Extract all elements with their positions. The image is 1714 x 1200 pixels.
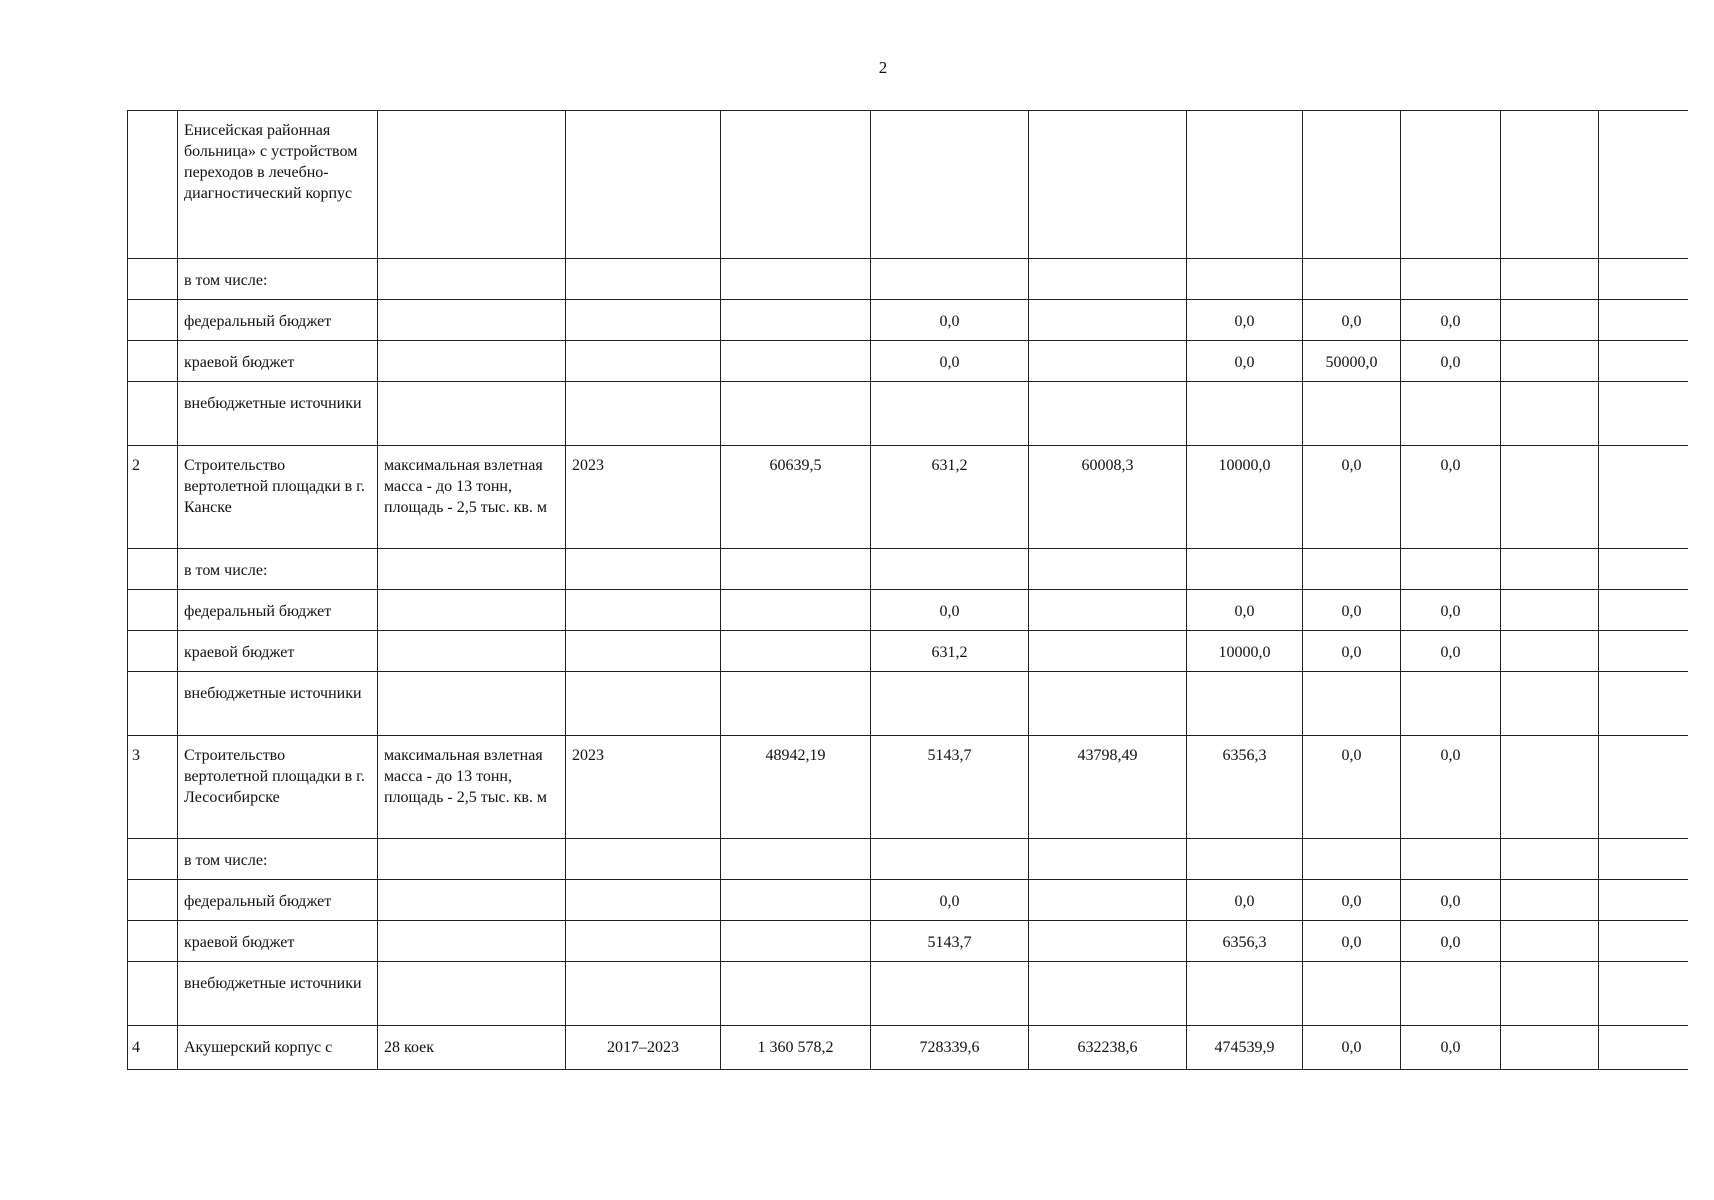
period-cell	[566, 259, 721, 300]
table-row	[128, 446, 1688, 549]
period-cell	[566, 631, 721, 672]
value-col-3-cell	[1187, 839, 1303, 880]
capacity-cell	[378, 111, 566, 259]
value-col-1-cell: 631,2	[871, 446, 1029, 549]
capacity-cell	[378, 590, 566, 631]
value-col-7-cell	[1599, 672, 1688, 736]
value-col-4-cell	[1303, 259, 1401, 300]
value-col-5-cell: 0,0	[1401, 341, 1501, 382]
value-col-4-cell	[1303, 839, 1401, 880]
value-col-7-cell	[1599, 341, 1688, 382]
table-row	[128, 921, 1688, 962]
value-col-2-cell	[1029, 259, 1187, 300]
total-cost-cell	[721, 382, 871, 446]
table-row	[128, 1026, 1688, 1070]
value-col-3-cell	[1187, 259, 1303, 300]
value-col-6-cell	[1501, 921, 1599, 962]
value-col-3-cell: 10000,0	[1187, 631, 1303, 672]
value-col-7-cell	[1599, 382, 1688, 446]
period-cell	[566, 880, 721, 921]
value-col-7-cell	[1599, 111, 1688, 259]
object-name-cell: краевой бюджет	[178, 341, 378, 382]
period-cell	[566, 672, 721, 736]
value-col-3-cell	[1187, 962, 1303, 1026]
value-col-3-cell: 0,0	[1187, 300, 1303, 341]
total-cost-cell	[721, 962, 871, 1026]
value-col-1-cell	[871, 839, 1029, 880]
period-cell	[566, 549, 721, 590]
value-col-3-cell: 474539,9	[1187, 1026, 1303, 1070]
value-col-5-cell	[1401, 549, 1501, 590]
value-col-4-cell	[1303, 962, 1401, 1026]
value-col-5-cell: 0,0	[1401, 300, 1501, 341]
object-name-cell: внебюджетные источники	[178, 962, 378, 1026]
object-name-cell: в том числе:	[178, 549, 378, 590]
object-name-cell: внебюджетные источники	[178, 672, 378, 736]
value-col-3-cell	[1187, 672, 1303, 736]
value-col-6-cell	[1501, 382, 1599, 446]
value-col-5-cell: 0,0	[1401, 736, 1501, 839]
capacity-cell	[378, 672, 566, 736]
value-col-5-cell: 0,0	[1401, 446, 1501, 549]
value-col-4-cell: 0,0	[1303, 736, 1401, 839]
period-cell	[566, 839, 721, 880]
value-col-1-cell	[871, 259, 1029, 300]
value-col-5-cell: 0,0	[1401, 921, 1501, 962]
value-col-4-cell: 0,0	[1303, 590, 1401, 631]
period-cell: 2023	[566, 736, 721, 839]
value-col-6-cell	[1501, 300, 1599, 341]
value-col-2-cell	[1029, 921, 1187, 962]
value-col-6-cell	[1501, 672, 1599, 736]
value-col-5-cell	[1401, 111, 1501, 259]
value-col-5-cell	[1401, 382, 1501, 446]
period-cell	[566, 382, 721, 446]
value-col-2-cell	[1029, 590, 1187, 631]
value-col-1-cell	[871, 549, 1029, 590]
period-cell	[566, 341, 721, 382]
total-cost-cell	[721, 300, 871, 341]
capacity-cell: максимальная взлетная масса - до 13 тонн, площадь - 2,5 тыс. кв. м	[378, 446, 566, 549]
capacity-cell	[378, 259, 566, 300]
row-number-cell	[128, 962, 178, 1026]
object-name-cell: Строительство вертолетной площадки в г. Канске	[178, 446, 378, 549]
total-cost-cell: 1 360 578,2	[721, 1026, 871, 1070]
table-row	[128, 111, 1688, 259]
value-col-4-cell: 50000,0	[1303, 341, 1401, 382]
value-col-6-cell	[1501, 962, 1599, 1026]
table-body	[128, 111, 1688, 1070]
table-row	[128, 736, 1688, 839]
value-col-6-cell	[1501, 549, 1599, 590]
period-cell	[566, 111, 721, 259]
value-col-2-cell	[1029, 111, 1187, 259]
total-cost-cell	[721, 341, 871, 382]
table-row	[128, 259, 1688, 300]
row-number-cell	[128, 300, 178, 341]
value-col-6-cell	[1501, 446, 1599, 549]
row-number-cell	[128, 672, 178, 736]
value-col-2-cell: 60008,3	[1029, 446, 1187, 549]
period-cell	[566, 962, 721, 1026]
value-col-4-cell	[1303, 111, 1401, 259]
value-col-5-cell	[1401, 962, 1501, 1026]
value-col-5-cell	[1401, 839, 1501, 880]
value-col-7-cell	[1599, 880, 1688, 921]
period-cell	[566, 921, 721, 962]
period-cell: 2017–2023	[566, 1026, 721, 1070]
period-cell: 2023	[566, 446, 721, 549]
value-col-2-cell	[1029, 962, 1187, 1026]
value-col-4-cell	[1303, 549, 1401, 590]
row-number-cell: 4	[128, 1026, 178, 1070]
object-name-cell: в том числе:	[178, 839, 378, 880]
table-row	[128, 631, 1688, 672]
value-col-6-cell	[1501, 880, 1599, 921]
capacity-cell: 28 коек	[378, 1026, 566, 1070]
value-col-3-cell	[1187, 382, 1303, 446]
value-col-2-cell: 632238,6	[1029, 1026, 1187, 1070]
value-col-5-cell: 0,0	[1401, 590, 1501, 631]
object-name-cell: Акушерский корпус с	[178, 1026, 378, 1070]
value-col-2-cell	[1029, 341, 1187, 382]
capacity-cell	[378, 962, 566, 1026]
value-col-6-cell	[1501, 111, 1599, 259]
value-col-7-cell	[1599, 259, 1688, 300]
object-name-cell: внебюджетные источники	[178, 382, 378, 446]
row-number-cell	[128, 631, 178, 672]
row-number-cell	[128, 921, 178, 962]
value-col-7-cell	[1599, 962, 1688, 1026]
value-col-4-cell: 0,0	[1303, 300, 1401, 341]
value-col-1-cell: 0,0	[871, 880, 1029, 921]
value-col-6-cell	[1501, 259, 1599, 300]
total-cost-cell	[721, 672, 871, 736]
value-col-7-cell	[1599, 1026, 1688, 1070]
value-col-2-cell	[1029, 300, 1187, 341]
value-col-1-cell	[871, 672, 1029, 736]
row-number-cell	[128, 839, 178, 880]
row-number-cell	[128, 341, 178, 382]
value-col-7-cell	[1599, 839, 1688, 880]
capacity-cell	[378, 300, 566, 341]
value-col-1-cell: 5143,7	[871, 736, 1029, 839]
table-row	[128, 880, 1688, 921]
period-cell	[566, 590, 721, 631]
row-number-cell	[128, 111, 178, 259]
value-col-4-cell: 0,0	[1303, 1026, 1401, 1070]
value-col-1-cell: 5143,7	[871, 921, 1029, 962]
value-col-2-cell	[1029, 672, 1187, 736]
value-col-3-cell: 0,0	[1187, 590, 1303, 631]
value-col-4-cell	[1303, 382, 1401, 446]
object-name-cell: Енисейская районная больница» с устройством переходов в лечебно-диагностический корпус	[178, 111, 378, 259]
total-cost-cell	[721, 259, 871, 300]
object-name-cell: федеральный бюджет	[178, 880, 378, 921]
value-col-7-cell	[1599, 736, 1688, 839]
capacity-cell: максимальная взлетная масса - до 13 тонн, площадь - 2,5 тыс. кв. м	[378, 736, 566, 839]
table-row	[128, 590, 1688, 631]
row-number-cell	[128, 382, 178, 446]
capacity-cell	[378, 382, 566, 446]
total-cost-cell	[721, 880, 871, 921]
object-name-cell: краевой бюджет	[178, 631, 378, 672]
table-row	[128, 672, 1688, 736]
total-cost-cell	[721, 111, 871, 259]
capacity-cell	[378, 880, 566, 921]
value-col-4-cell	[1303, 672, 1401, 736]
value-col-1-cell: 0,0	[871, 300, 1029, 341]
row-number-cell	[128, 880, 178, 921]
table-row	[128, 300, 1688, 341]
value-col-5-cell	[1401, 259, 1501, 300]
total-cost-cell	[721, 549, 871, 590]
capacity-cell	[378, 921, 566, 962]
row-number-cell	[128, 590, 178, 631]
value-col-2-cell: 43798,49	[1029, 736, 1187, 839]
value-col-4-cell: 0,0	[1303, 631, 1401, 672]
value-col-4-cell: 0,0	[1303, 880, 1401, 921]
value-col-4-cell: 0,0	[1303, 446, 1401, 549]
row-number-cell: 3	[128, 736, 178, 839]
capacity-cell	[378, 549, 566, 590]
value-col-5-cell: 0,0	[1401, 1026, 1501, 1070]
value-col-2-cell	[1029, 880, 1187, 921]
object-name-cell: Строительство вертолетной площадки в г. Лесосибирске	[178, 736, 378, 839]
value-col-7-cell	[1599, 590, 1688, 631]
total-cost-cell: 48942,19	[721, 736, 871, 839]
value-col-7-cell	[1599, 300, 1688, 341]
value-col-7-cell	[1599, 921, 1688, 962]
value-col-3-cell: 0,0	[1187, 880, 1303, 921]
value-col-2-cell	[1029, 631, 1187, 672]
value-col-5-cell: 0,0	[1401, 631, 1501, 672]
table-row	[128, 962, 1688, 1026]
value-col-4-cell: 0,0	[1303, 921, 1401, 962]
value-col-6-cell	[1501, 839, 1599, 880]
value-col-6-cell	[1501, 1026, 1599, 1070]
total-cost-cell	[721, 631, 871, 672]
value-col-2-cell	[1029, 382, 1187, 446]
value-col-2-cell	[1029, 549, 1187, 590]
total-cost-cell: 60639,5	[721, 446, 871, 549]
value-col-1-cell: 728339,6	[871, 1026, 1029, 1070]
row-number-cell: 2	[128, 446, 178, 549]
capacity-cell	[378, 839, 566, 880]
value-col-3-cell	[1187, 111, 1303, 259]
value-col-3-cell: 0,0	[1187, 341, 1303, 382]
value-col-1-cell	[871, 382, 1029, 446]
value-col-1-cell: 631,2	[871, 631, 1029, 672]
budget-table	[127, 110, 1688, 1070]
total-cost-cell	[721, 921, 871, 962]
value-col-6-cell	[1501, 631, 1599, 672]
total-cost-cell	[721, 839, 871, 880]
value-col-2-cell	[1029, 839, 1187, 880]
value-col-3-cell: 10000,0	[1187, 446, 1303, 549]
value-col-7-cell	[1599, 446, 1688, 549]
object-name-cell: федеральный бюджет	[178, 300, 378, 341]
value-col-3-cell	[1187, 549, 1303, 590]
value-col-3-cell: 6356,3	[1187, 921, 1303, 962]
value-col-7-cell	[1599, 549, 1688, 590]
table-row	[128, 549, 1688, 590]
value-col-5-cell	[1401, 672, 1501, 736]
row-number-cell	[128, 259, 178, 300]
value-col-1-cell	[871, 962, 1029, 1026]
period-cell	[566, 300, 721, 341]
capacity-cell	[378, 341, 566, 382]
value-col-5-cell: 0,0	[1401, 880, 1501, 921]
capacity-cell	[378, 631, 566, 672]
value-col-6-cell	[1501, 341, 1599, 382]
row-number-cell	[128, 549, 178, 590]
table-row	[128, 341, 1688, 382]
value-col-7-cell	[1599, 631, 1688, 672]
object-name-cell: федеральный бюджет	[178, 590, 378, 631]
total-cost-cell	[721, 590, 871, 631]
value-col-1-cell: 0,0	[871, 341, 1029, 382]
value-col-1-cell	[871, 111, 1029, 259]
table-row	[128, 839, 1688, 880]
value-col-6-cell	[1501, 736, 1599, 839]
object-name-cell: в том числе:	[178, 259, 378, 300]
value-col-1-cell: 0,0	[871, 590, 1029, 631]
table-row	[128, 382, 1688, 446]
object-name-cell: краевой бюджет	[178, 921, 378, 962]
value-col-6-cell	[1501, 590, 1599, 631]
page-number: 2	[878, 58, 888, 77]
value-col-3-cell: 6356,3	[1187, 736, 1303, 839]
